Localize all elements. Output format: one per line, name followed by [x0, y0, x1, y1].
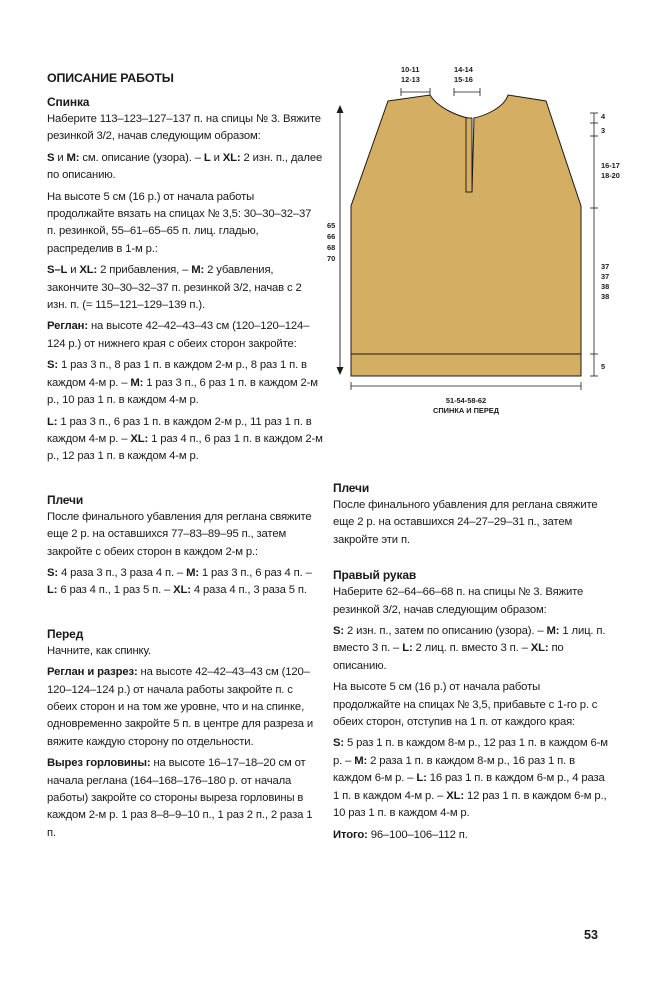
left-arrow-head-top: [337, 105, 344, 113]
right-label-raglan-2: 18-20: [601, 171, 620, 180]
right-label-body-1: 37: [601, 262, 610, 271]
page-number: 53: [584, 928, 598, 942]
back-paragraph-4: S–L и XL: 2 прибавления, – M: 2 убавления, закончите 30–30–32–37 п. резинкой 3/2, начав с 2 изн. п. (= 115–121–129–139 п.).: [47, 264, 302, 312]
front-paragraph-1: Начните, как спинку.: [47, 644, 151, 657]
shoulders-paragraph-1: После финального убавления для реглана свяжите еще 2 р. на оставшихся 77–83–89–95 п., затем закройте с обеих сторон в каждом 2-м р.:: [47, 510, 312, 558]
right-column: [333, 480, 609, 848]
sleeve-paragraph-2: S: 2 изн. п., затем по описанию (узора). – M: 1 лиц. п. вместо 3 п. – L: 2 лиц. п. вместо 3 п. – XL: по описанию.: [333, 625, 606, 672]
sleeve-total: Итого: 96–100–106–112 п.: [333, 828, 468, 841]
left-label-2: 66: [327, 232, 336, 241]
front-heading: Перед: [47, 626, 84, 641]
top-left-label-2: 12-13: [401, 75, 420, 84]
bottom-width-label: 51-54-58-62: [445, 396, 487, 405]
top-right-label-1: 14-14: [454, 65, 473, 74]
bottom-piece-label: СПИНКА И ПЕРЕД: [433, 406, 499, 415]
sleeve-paragraph-3: На высоте 5 см (16 р.) от начала работы продолжайте на спицах № 3,5, прибавьте с 1-го р. с обеих сторон, отступив на 1 п. от каждого края:: [333, 681, 598, 729]
left-label-4: 70: [327, 254, 336, 263]
shoulders-heading-left: Плечи: [47, 492, 84, 507]
right-label-4: 4: [601, 112, 606, 121]
back-paragraph-3: На высоте 5 см (16 р.) от начала работы продолжайте вязать на спицах № 3,5: 30–30–32–37 п. резинкой, 55–61–65–65 п. лиц. гладью, распределив в 1-м р.:: [47, 190, 312, 255]
front-neckline-paragraph: Вырез горловины: на высоте 16–17–18–20 см от начала реглана (164–168–176–180 р. от начала работы) закройте со стороны выреза горловины в каждом 2-м р. 1 раз 8–8–9–10 п., 1 раз 2 п., 2 раза 1 п.: [47, 757, 313, 839]
front-raglan-slit-paragraph: Реглан и разрез: на высоте 42–42–43–43 см (120–120–124–124 р.) от начала работы закройте п. с обеих сторон и на том же уровне, что и на спинке, одновременно закройте 5 п. в центре для разреза и вяжите каждую сторону по отдельности.: [47, 666, 314, 748]
left-label-1: 65: [327, 221, 336, 230]
shoulders-paragraph-2: S: 4 раза 3 п., 3 раза 4 п. – M: 1 раз 3 п., 6 раз 4 п. – L: 6 раз 4 п., 1 раз 5 п. – XL: 4 раза 4 п., 3 раза 5 п.: [47, 566, 312, 597]
neck-slit: [466, 118, 472, 192]
right-label-body-2: 37: [601, 272, 610, 281]
left-arrow-head-bottom: [337, 367, 344, 375]
work-description-title: ОПИСАНИЕ РАБОТЫ: [47, 71, 174, 85]
back-paragraph-1: Наберите 113–123–127–137 п. на спицы № 3. Вяжите резинкой 3/2, начав следующим образом:: [47, 113, 321, 143]
right-sleeve-heading: Правый рукав: [333, 568, 417, 583]
right-label-ribbing: 5: [601, 362, 606, 371]
right-shoulders-paragraph: После финального убавления для реглана свяжите еще 2 р. на оставшихся 24–27–29–31 п., затем закройте эти п.: [333, 499, 598, 546]
raglan-size-s-m: S: 1 раз 3 п., 8 раз 1 п. в каждом 2-м р., 8 раз 1 п. в каждом 4-м р. – M: 1 раз 3 п., 6 раз 1 п. в каждом 2-м р., 10 раз 1 п. в каждом 4-м р.: [47, 359, 318, 407]
right-label-body-3: 38: [601, 282, 610, 291]
back-heading: Спинка: [47, 95, 90, 109]
top-left-label-1: 10-11: [401, 65, 420, 74]
back-front-schematic: [318, 58, 628, 423]
back-paragraph-2: S и M: см. описание (узора). – L и XL: 2 изн. п., далее по описанию.: [47, 151, 323, 182]
right-label-3: 3: [601, 126, 606, 135]
left-column: [47, 70, 323, 846]
sleeve-paragraph-1: Наберите 62–64–66–68 п. на спицы № 3. Вяжите резинкой 3/2, начав следующим образом:: [333, 586, 584, 616]
top-right-label-2: 15-16: [454, 75, 473, 84]
raglan-paragraph: Реглан: на высоте 42–42–43–43 см (120–120–124–124 р.) от нижнего края с обеих сторон закройте:: [47, 320, 310, 350]
right-label-body-4: 38: [601, 292, 610, 301]
raglan-size-l-xl: L: 1 раз 3 п., 6 раз 1 п. в каждом 2-м р., 11 раз 1 п. в каждом 4-м р. – XL: 1 раз 4 п., 6 раз 1 п. в каждом 2-м р., 12 раз 1 п. в каждом 4-м р.: [47, 415, 323, 463]
sleeve-paragraph-4: S: 5 раз 1 п. в каждом 8-м р., 12 раз 1 п. в каждом 6-м р. – M: 2 раза 1 п. в каждом 8-м р., 16 раз 1 п. в каждом 6-м р. – L: 16 раз 1 п. в каждом 6-м р., 4 раза 1 п. в каждом 4-м р. – XL: 12 раз 1 п. в каждом 6-м р., 10 раз 1 п. в каждом 4-м р.: [333, 737, 608, 820]
right-label-raglan-1: 16-17: [601, 161, 620, 170]
shoulders-heading-right: Плечи: [333, 481, 370, 495]
left-label-3: 68: [327, 243, 336, 252]
